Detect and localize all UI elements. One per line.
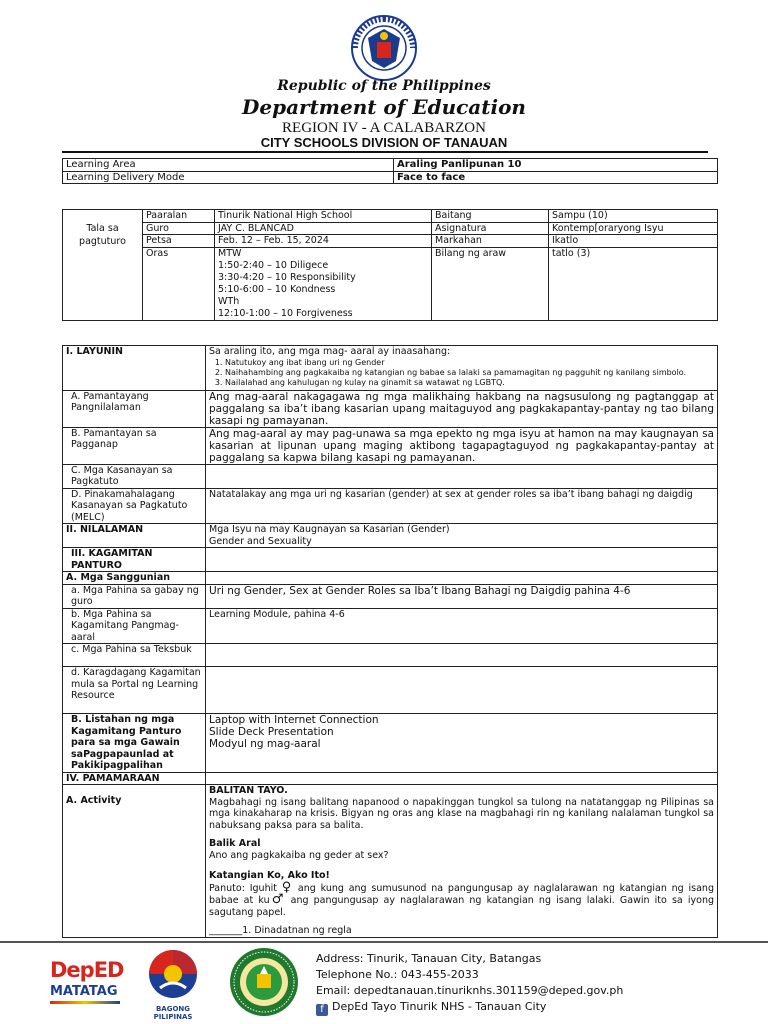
gabay-guro-label: a. Mga Pahina sa gabay ng guro — [63, 584, 206, 608]
table-row — [63, 222, 718, 235]
footer-email[interactable]: Email: depedtanauan.tinuriknhs.301159@deped.gov.ph — [316, 984, 624, 997]
tala-table — [62, 209, 718, 321]
table-row — [63, 171, 718, 184]
oras-value — [215, 247, 432, 320]
activity-label: A. Activity — [63, 785, 206, 938]
table-row — [63, 159, 718, 172]
tala-title: Tala sa pagtuturo — [63, 210, 143, 321]
panuto-text — [209, 879, 714, 919]
oras-line: 5:10-6:00 – 10 Kondness — [218, 283, 336, 295]
deped-logo-text: DepED — [50, 958, 124, 982]
table-row — [63, 785, 718, 938]
footer-facebook[interactable] — [316, 1000, 546, 1016]
table-row — [63, 210, 718, 223]
female-symbol-icon: ♀ — [281, 879, 294, 895]
layunin-content — [206, 346, 718, 391]
nilalaman-content — [206, 524, 718, 548]
bagong-pilipinas-logo — [138, 948, 208, 1021]
petsa-value: Feb. 12 – Feb. 15, 2024 — [215, 235, 432, 248]
oras-line: 1:50-2:40 – 10 Diligece — [218, 259, 329, 271]
balik-aral-title: Balik Aral — [209, 838, 261, 849]
nilalaman-label: II. NILALAMAN — [63, 524, 206, 548]
portal-lr-text — [206, 667, 718, 714]
table-row — [63, 464, 718, 488]
deped-matatag-logo — [50, 958, 125, 1014]
gabay-guro-text: Uri ng Gender, Sex at Gender Roles sa Iba’t Ibang Bahagi ng Daigdig pahina 4-6 — [206, 584, 718, 608]
pamantayan-pagganap-label: B. Pamantayan sa Pagganap — [63, 427, 206, 464]
tinurik-school-seal-icon — [228, 946, 300, 1018]
balitan-text: Magbahagi ng isang balitang napanood o napakinggan tungkol sa tulong na natatanggap ng Pilipinas sa mga kinakaharap na krisis. Bigyan ng oras ang klase na magbahagi rin ng kanilang nalalaman tungkol sa nabuksang paksa para sa balita. — [209, 796, 714, 831]
baitang-label: Baitang — [432, 210, 549, 223]
panuto-part: ang pangungusap ay naglalarawan ng katangian ng isang lalaki. Gawin ito sa iyong sagutang papel. — [209, 895, 714, 918]
table-row — [63, 644, 718, 667]
header-department: Department of Education — [242, 95, 526, 119]
kasanayan-label: C. Mga Kasanayan sa Pagkatuto — [63, 464, 206, 488]
bagong-pilipinas-text: BAGONG PILIPINAS — [153, 1005, 193, 1021]
listahan-line: Laptop with Internet Connection — [209, 714, 379, 726]
kagamitang-pangmag-aaral-text: Learning Module, pahina 4-6 — [206, 608, 718, 644]
balitan-title: BALITAN TAYO. — [209, 785, 288, 796]
listahan-content — [206, 714, 718, 773]
bagong-pilipinas-emblem-icon — [138, 948, 208, 1000]
guro-value: JAY C. BLANCAD — [215, 222, 432, 235]
learning-area-label: Learning Area — [63, 159, 394, 172]
pamantayan-pagganap-text: Ang mag-aaral ay may pag-unawa sa mga epekto ng mga isyu at hamon na may kaugnayan sa kasarian at lipunan upang maging aktibong tagapagtaguyod ng pagkakapantay-pantay at paggalang sa kapwa bilang kasapi ng pamayanan. — [206, 427, 718, 464]
oras-line: MTW — [218, 247, 242, 259]
layunin-label: I. LAYUNIN — [63, 346, 206, 391]
pamamaraan-content — [206, 772, 718, 785]
petsa-label: Petsa — [143, 235, 215, 248]
learning-info-table — [62, 158, 718, 184]
table-row — [63, 584, 718, 608]
baitang-value: Sampu (10) — [549, 210, 718, 223]
header-republic: Republic of the Philippines — [277, 78, 491, 94]
melc-text: Natatalakay ang mga uri ng kasarian (gender) at sex at gender roles sa iba’t ibang bahagi ng daigdig — [206, 488, 718, 524]
table-row — [63, 427, 718, 464]
listahan-label: B. Listahan ng mga Kagamitang Panturo para sa mga Gawain saPagpapaunlad at Pakikipagpalihan — [63, 714, 206, 773]
table-row — [63, 714, 718, 773]
table-row — [63, 667, 718, 714]
footer-telephone: Telephone No.: 043-455-2033 — [316, 968, 479, 981]
bilang-value: tatlo (3) — [549, 247, 718, 320]
nilalaman-line: Mga Isyu na may Kaugnayan sa Kasarian (Gender) — [209, 524, 450, 535]
markahan-label: Markahan — [432, 235, 549, 248]
panuto-part: ku — [258, 895, 270, 906]
melc-label: D. Pinakamahalagang Kasanayan sa Pagkatuto (MELC) — [63, 488, 206, 524]
table-row — [63, 488, 718, 524]
table-row — [63, 548, 718, 572]
teksbuk-label: c. Mga Pahina sa Teksbuk — [63, 644, 206, 667]
sanggunian-label: A. Mga Sanggunian — [63, 572, 206, 585]
kagamitan-content — [206, 548, 718, 572]
oras-line: 12:10-1:00 – 10 Forgiveness — [218, 307, 353, 319]
listahan-line: Slide Deck Presentation — [209, 726, 334, 738]
facebook-page-name: DepEd Tayo Tinurik NHS - Tanauan City — [332, 1000, 547, 1013]
layunin-list — [209, 358, 714, 388]
header-divider — [62, 151, 708, 153]
header-region: REGION IV - A CALABARZON — [282, 120, 486, 136]
matatag-logo-text: MATATAG — [50, 984, 118, 999]
deped-seal-icon — [350, 14, 418, 82]
sanggunian-content — [206, 572, 718, 585]
asignatura-value: Kontemp[oraryong Isyu — [549, 222, 718, 235]
markahan-value: Ikatlo — [549, 235, 718, 248]
list-item: 2. Naihahambing ang pagkakaiba ng katangian ng babae sa lalaki sa pamamagitan ng pagguhit ng kanilang simbolo. — [225, 368, 714, 378]
table-row — [63, 772, 718, 785]
bilang-label: Bilang ng araw — [432, 247, 549, 320]
table-row — [63, 346, 718, 391]
male-symbol-icon: ♂ — [269, 892, 286, 907]
footer-divider — [0, 941, 768, 943]
listahan-line: Modyul ng mag-aaral — [209, 738, 321, 750]
portal-lr-label: d. Karagdagang Kagamitan mula sa Portal ng Learning Resource — [63, 667, 206, 714]
lesson-plan-table — [62, 345, 718, 938]
layunin-intro: Sa araling ito, ang mga mag- aaral ay inaasahang: — [209, 346, 451, 357]
paaralan-label: Paaralan — [143, 210, 215, 223]
learning-area-value: Araling Panlipunan 10 — [394, 159, 718, 172]
panuto-part: Panuto: Iguhit — [209, 882, 277, 894]
paaralan-value: Tinurik National High School — [215, 210, 432, 223]
oras-label: Oras — [143, 247, 215, 320]
oras-line: WTh — [218, 295, 240, 307]
pamamaraan-label: IV. PAMAMARAAN — [63, 772, 206, 785]
teksbuk-text — [206, 644, 718, 667]
delivery-mode-label: Learning Delivery Mode — [63, 171, 394, 184]
table-row — [63, 608, 718, 644]
pamantayang-pangnilalaman-label: A. Pamantayang Pangnilalaman — [63, 390, 206, 427]
oras-line: 3:30-4:20 – 10 Responsibility — [218, 271, 356, 283]
asignatura-label: Asignatura — [432, 222, 549, 235]
balik-aral-text: Ano ang pagkakaiba ng geder at sex? — [209, 849, 389, 861]
list-item: 3. Nailalahad ang kahulugan ng kulay na ginamit sa watawat ng LGBTQ. — [225, 378, 714, 388]
list-item: 1. Natutukoy ang ibat ibang uri ng Gender — [225, 358, 714, 368]
footer-address: Address: Tinurik, Tanauan City, Batangas — [316, 952, 542, 965]
kagamitang-pangmag-aaral-label: b. Mga Pahina sa Kagamitang Pangmag-aaral — [63, 608, 206, 644]
guro-label: Guro — [143, 222, 215, 235]
table-row — [63, 524, 718, 548]
katangian-title: Katangian Ko, Ako Ito! — [209, 870, 330, 881]
table-row — [63, 247, 718, 320]
nilalaman-line: Gender and Sexuality — [209, 535, 312, 547]
activity-item-1: _______1. Dinadatnan ng regla — [209, 925, 352, 936]
activity-content — [206, 785, 718, 938]
facebook-icon: f — [316, 1004, 328, 1016]
table-row — [63, 390, 718, 427]
table-row — [63, 235, 718, 248]
kagamitan-label: III. KAGAMITAN PANTURO — [63, 548, 206, 572]
panuto-part: ang kung ang sumusunod na pangungusap ay naglalarawan ng katangian ng isang babae at — [209, 882, 714, 906]
delivery-mode-value: Face to face — [394, 171, 718, 184]
table-row — [63, 572, 718, 585]
header-division: CITY SCHOOLS DIVISION OF TANAUAN — [260, 135, 508, 150]
kasanayan-text — [206, 464, 718, 488]
pamantayang-pangnilalaman-text: Ang mag-aaral nakagagawa ng mga malikhaing hakbang na nagsusulong ng pagtanggap at paggalang sa iba’t ibang kasarian upang maitaguyod ang pagkakapantay-pantay ng tao bilang kasapi ng pamayanan. — [206, 390, 718, 427]
